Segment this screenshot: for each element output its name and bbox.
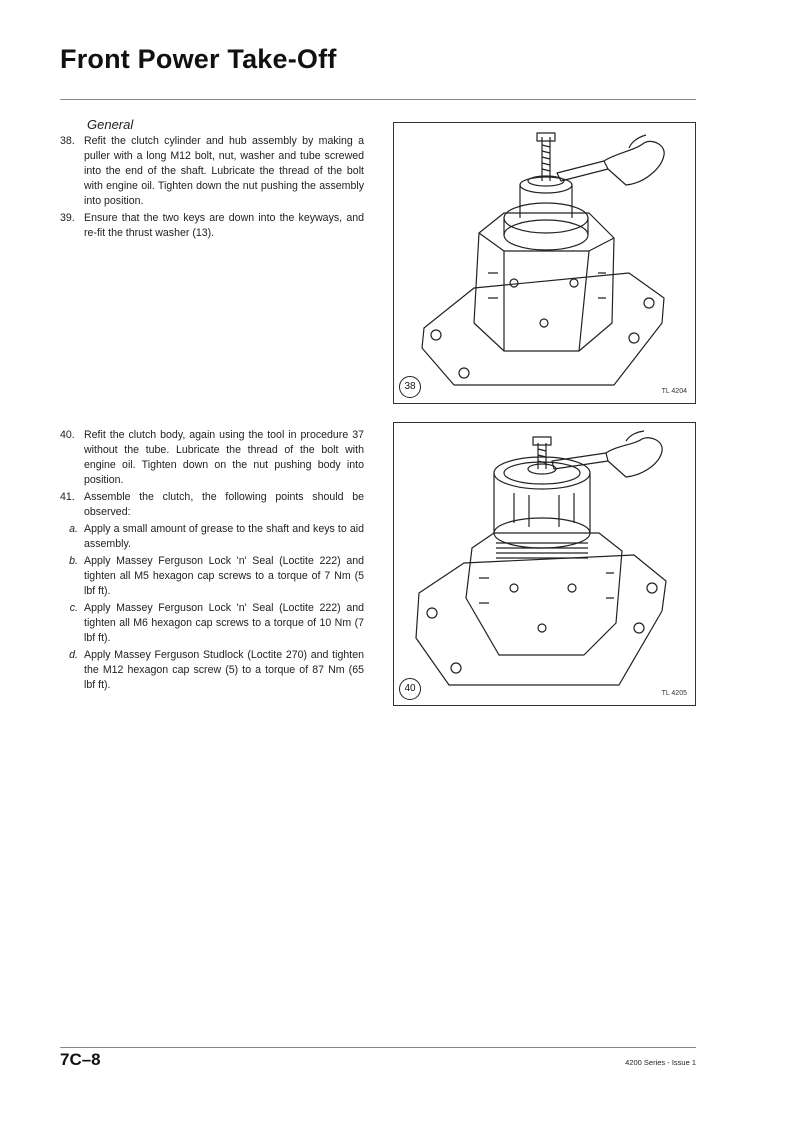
step-text: Refit the clutch cylinder and hub assembly by making a puller with a long M12 bolt, nut, washer and tube screwed into the end of the shaft. Lubricate the thread of the bolt with engine oil. Tighten down the nut pushing the assembly into position. — [84, 135, 364, 207]
procedure-step — [60, 134, 364, 209]
procedure-substep — [60, 648, 364, 693]
figure-code: TL 4205 — [661, 690, 687, 697]
step-text: Ensure that the two keys are down into the keyways, and re-fit the thrust washer (13). — [84, 212, 364, 239]
figure-code: TL 4204 — [661, 388, 687, 395]
figure-number: 38 — [399, 376, 421, 398]
substep-letter: d. — [69, 649, 78, 661]
step-number: 40. — [60, 429, 75, 441]
clutch-body-illustration — [394, 423, 695, 705]
step-text: Assemble the clutch, the following points should be observed: — [84, 491, 364, 518]
clutch-puller-illustration — [394, 123, 695, 403]
substep-text: Apply Massey Ferguson Lock 'n' Seal (Loctite 222) and tighten all M5 hexagon cap screws to a torque of 7 Nm (5 lbf ft). — [84, 555, 364, 597]
page-title: Front Power Take-Off — [60, 44, 337, 74]
step-number: 38. — [60, 135, 75, 147]
procedure-block-top — [60, 134, 364, 243]
step-text: Refit the clutch body, again using the tool in procedure 37 without the tube. Lubricate the thread of the bolt with engine oil. Tighten down on the nut pushing body into position. — [84, 429, 364, 486]
substep-letter: b. — [69, 555, 78, 567]
footer-rule — [60, 1047, 696, 1048]
procedure-substep — [60, 522, 364, 552]
figure-38 — [393, 122, 696, 404]
substep-text: Apply a small amount of grease to the shaft and keys to aid assembly. — [84, 523, 364, 550]
substep-text: Apply Massey Ferguson Studlock (Loctite 270) and tighten the M12 hexagon cap screw (5) to a torque of 87 Nm (65 lbf ft). — [84, 649, 364, 691]
procedure-step — [60, 211, 364, 241]
substep-letter: a. — [69, 523, 78, 535]
step-number: 41. — [60, 491, 75, 503]
procedure-step — [60, 428, 364, 488]
procedure-step — [60, 490, 364, 520]
header-rule — [60, 99, 696, 100]
figure-number: 40 — [399, 678, 421, 700]
procedure-substep — [60, 601, 364, 646]
substep-letter: c. — [69, 602, 78, 614]
series-issue: 4200 Series - Issue 1 — [625, 1058, 696, 1067]
figure-40 — [393, 422, 696, 706]
page-number: 7C–8 — [60, 1050, 101, 1069]
procedure-block-bottom — [60, 428, 364, 695]
procedure-substep — [60, 554, 364, 599]
section-heading: General — [87, 117, 134, 132]
substep-text: Apply Massey Ferguson Lock 'n' Seal (Loctite 222) and tighten all M6 hexagon cap screws to a torque of 10 Nm (7 lbf ft). — [84, 602, 364, 644]
step-number: 39. — [60, 212, 75, 224]
